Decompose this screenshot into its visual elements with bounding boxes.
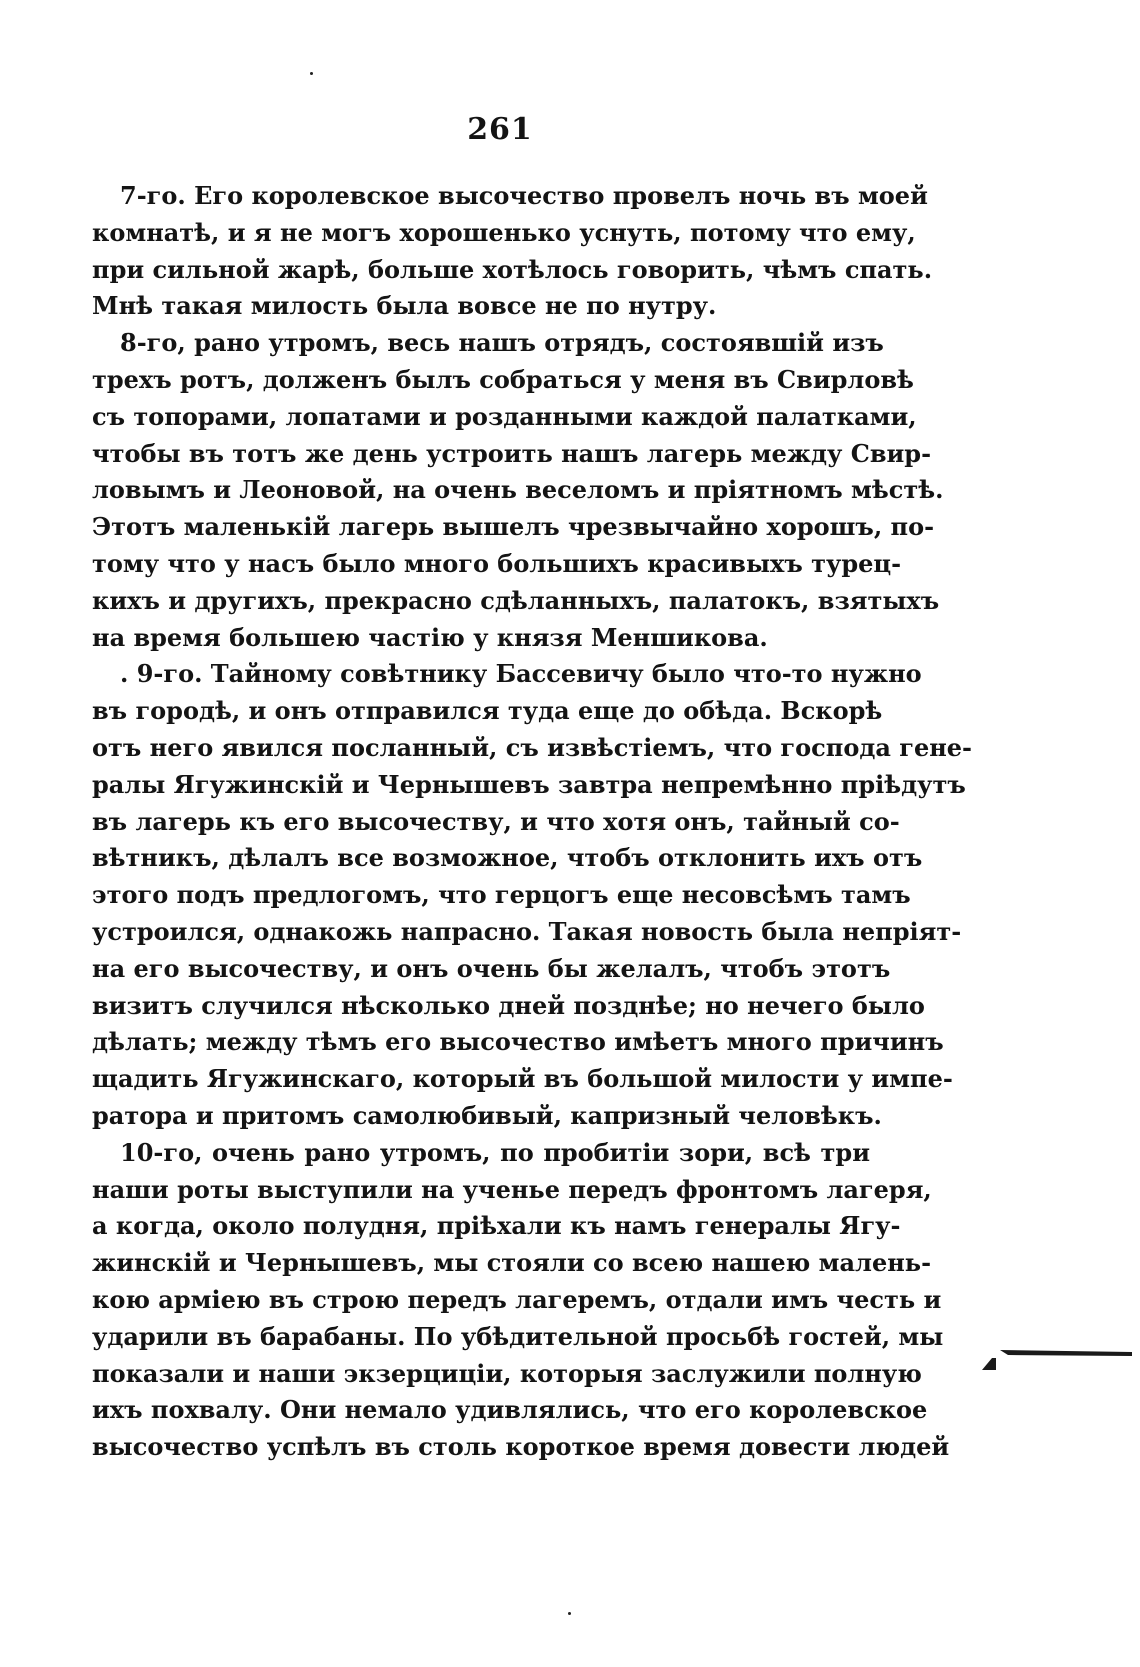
text-line: щадить Ягужинскаго, который въ большой милости у импе- [92, 1064, 953, 1094]
text-line: а когда, около полудня, пріѣхали къ намъ генералы Ягу- [92, 1211, 901, 1241]
text-line: ратора и притомъ самолюбивый, капризный человѣкъ. [92, 1100, 882, 1130]
text-line: . 9-го. Тайному совѣтнику Бассевичу было что-то нужно [120, 659, 922, 689]
text-line: 10-го, очень рано утромъ, по пробитіи зори, всѣ три [120, 1137, 870, 1167]
text-line: Этотъ маленькій лагерь вышелъ чрезвычайно хорошъ, по- [92, 512, 935, 542]
text-line: ловымъ и Леоновой, на очень веселомъ и пріятномъ мѣстѣ. [92, 475, 944, 505]
ink-speck [568, 1612, 571, 1615]
text-line: 8-го, рано утромъ, весь нашъ отрядъ, состоявшій изъ [120, 328, 884, 358]
text-line: наши роты выступили на ученье передъ фронтомъ лагеря, [92, 1174, 932, 1204]
text-line: на время большею частію у князя Меншикова. [92, 622, 768, 652]
text-line: дѣлать; между тѣмъ его высочество имѣетъ много причинъ [92, 1027, 944, 1057]
text-line: чтобы въ тотъ же день устроить нашъ лагерь между Свир- [92, 438, 932, 468]
text-line: этого подъ предлогомъ, что герцогъ еще несовсѣмъ тамъ [92, 880, 911, 910]
text-line: Мнѣ такая милость была вовсе не по нутру. [92, 291, 717, 321]
text-line: кихъ и другихъ, прекрасно сдѣланныхъ, палатокъ, взятыхъ [92, 585, 940, 615]
text-line: кою арміею въ строю передъ лагеремъ, отдали имъ честь и [92, 1284, 942, 1314]
text-line: 7-го. Его королевское высочество провелъ ночь въ моей [120, 181, 928, 210]
text-line: при сильной жарѣ, больше хотѣлось говорить, чѣмъ спать. [92, 254, 933, 284]
text-line: въ городѣ, и онъ отправился туда еще до обѣда. Вскорѣ [92, 696, 883, 726]
text-line: тому что у насъ было много большихъ красивыхъ турец- [92, 548, 902, 578]
text-line: ралы Ягужинскій и Чернышевъ завтра непремѣнно пріѣдутъ [92, 769, 966, 799]
text-line: жинскій и Чернышевъ, мы стояли со всею нашею малень- [92, 1248, 932, 1278]
ink-speck [310, 72, 313, 75]
text-line: на его высочеству, и онъ очень бы желалъ, чтобъ этотъ [92, 953, 891, 983]
text-line: высочество успѣлъ въ столь короткое время довести людей [92, 1432, 950, 1462]
page-number: 261 [467, 112, 533, 147]
text-line: визитъ случился нѣсколько дней позднѣе; но нечего было [92, 990, 925, 1020]
text-line: показали и наши экзерциціи, которыя заслужили полную [92, 1358, 922, 1388]
text-line: комнатѣ, и я не могъ хорошенько уснуть, потому что ему, [92, 217, 916, 247]
text-line: ударили въ барабаны. По убѣдительной просьбѣ гостей, мы [92, 1321, 944, 1351]
margin-scan-mark [982, 1336, 1132, 1372]
text-line: отъ него явился посланный, съ извѣстіемъ, что господа гене- [92, 732, 973, 762]
body-text [92, 178, 973, 1466]
text-line: съ топорами, лопатами и розданными каждой палатками, [92, 401, 917, 431]
text-line: устроился, однакожь напрасно. Такая новость была непріят- [92, 916, 962, 946]
text-line: трехъ ротъ, долженъ былъ собраться у меня въ Свирловѣ [92, 364, 914, 394]
text-line: вѣтникъ, дѣлалъ все возможное, чтобъ отклонить ихъ отъ [92, 843, 923, 873]
text-line: ихъ похвалу. Они немало удивлялись, что его королевское [92, 1395, 928, 1425]
text-line: въ лагерь къ его высочеству, и что хотя онъ, тайный со- [92, 806, 900, 836]
